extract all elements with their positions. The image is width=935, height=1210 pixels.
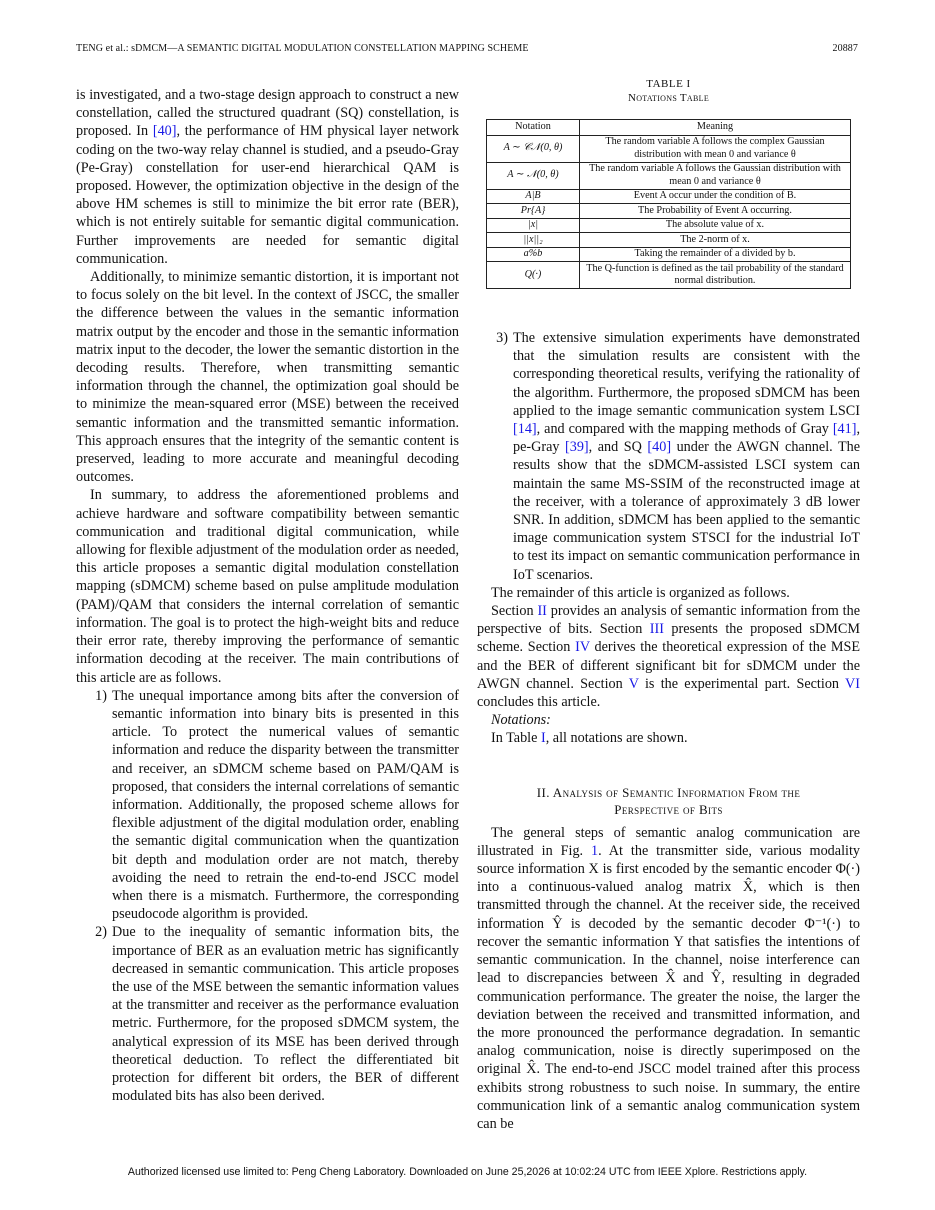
column-header-notation: Notation bbox=[487, 120, 580, 136]
meaning-cell: The 2-norm of x. bbox=[580, 233, 851, 248]
list-text-part: , pe-Gray bbox=[513, 421, 860, 456]
list-text-part: , and compared with the mapping methods of Gray bbox=[536, 421, 833, 438]
list-text-part: , and SQ bbox=[588, 439, 648, 456]
table-link-i[interactable]: I bbox=[540, 730, 546, 747]
table-caption-title: Notations Table bbox=[627, 92, 710, 104]
paragraph-text: , the performance of HM physical layer network coding on the two-way relay channel is studied, and a pseudo-Gray (Pe-Gray) constellation for user-end hierarchical QAM is proposed. However, the optimization objective in the design of the above HM schemes is still to minimize the bit error rate (BER), which is not entirely suitable for semantic digital communication. Further improvements are needed for semantic digital communication. bbox=[76, 123, 459, 267]
paragraph: Additionally, to minimize semantic distortion, it is important not to focus solely on the bit level. In the context of JSCC, the smaller the difference between the values in the semantic information matrix output by the encoder and those in the semantic information matrix input to the decoder, the lower the semantic distortion in the decoding results. Therefore, when transmitting semantic information through the channel, the optimization goal should be to minimize the mean-squared error (MSE) between the received semantic information and the transmitted semantic information. This approach ensures that the integrity of the semantic content is preserved, leading to more accurate and meaningful decoding outcomes. bbox=[76, 269, 459, 486]
left-column bbox=[76, 86, 459, 1105]
notations-label: Notations: bbox=[491, 712, 551, 729]
table-row bbox=[487, 189, 851, 204]
list-number: 2) bbox=[95, 924, 107, 941]
citation-link-39[interactable]: [39] bbox=[565, 439, 589, 456]
meaning-cell: The Q-function is defined as the tail probability of the standard normal distribution. bbox=[580, 262, 851, 289]
section-link-v[interactable]: V bbox=[628, 675, 639, 692]
citation-link-40[interactable]: [40] bbox=[152, 123, 177, 140]
paragraph bbox=[477, 602, 860, 711]
paragraph-text: , all notations are shown. bbox=[545, 730, 688, 747]
meaning-cell: The random variable A follows the Gaussian distribution with mean 0 and variance θ bbox=[580, 162, 851, 189]
paragraph-text: concludes this article. bbox=[477, 694, 601, 711]
page-number: 20887 bbox=[832, 43, 858, 54]
table-row bbox=[487, 233, 851, 248]
paragraph-text: derives the theoretical expression of the MSE and the BER of different significant bit for sDMCM under the AWGN channel. Section bbox=[477, 639, 861, 692]
section-link-iii[interactable]: III bbox=[649, 621, 664, 638]
contributions-list bbox=[76, 687, 459, 1106]
paragraph: In summary, to address the aforementioned problems and achieve hardware and software compatibility between semantic communication and traditional digital communication, while allowing for flexible adjustment of the modulation order as needed, this article proposes a semantic digital modulation constellation mapping (sDMCM) scheme based on pulse amplitude modulation (PAM)/QAM that considers the internal correlation of semantic information. The goal is to protect the high-weight bits and reduce their error rate, thereby improving the performance of semantic information decoding at the receiver. The main contributions of this article are as follows. bbox=[76, 487, 459, 686]
section-link-ii[interactable]: II bbox=[537, 603, 547, 620]
notations-table-block bbox=[486, 78, 851, 289]
table-row bbox=[487, 162, 851, 189]
section-link-vi[interactable]: VI bbox=[845, 675, 860, 692]
column-header-meaning: Meaning bbox=[580, 120, 851, 136]
list-number: 1) bbox=[95, 687, 107, 704]
notation-cell: Q(·) bbox=[487, 262, 580, 289]
meaning-cell: The random variable A follows the complex Gaussian distribution with mean 0 and variance θ bbox=[580, 135, 851, 162]
paragraph: The remainder of this article is organized as follows. bbox=[491, 584, 790, 601]
figure-link-1[interactable]: 1 bbox=[591, 842, 599, 859]
list-item bbox=[477, 329, 860, 584]
license-footer: Authorized licensed use limited to: Peng Cheng Laboratory. Downloaded on June 25,2026 at 10:02:24 UTC from IEEE Xplore. Restrictions apply. bbox=[127, 1166, 808, 1178]
paragraph bbox=[477, 824, 860, 1133]
paragraph-text: . At the transmitter side, various modality source information X is first encoded by the semantic encoder Φ(·) into a continuous-valued analog matrix X̂, which is then transmitted through the channel. At the receiver side, the received information Ŷ is decoded by the semantic decoder Φ⁻¹(·) to recover the semantic information Y that satisfies the intentions of semantic communication. In the channel, noise interference can lead to discrepancies between X̂ and Ŷ, resulting in degraded communication performance. The greater the noise, the larger the deviation between the received and transmitted information, and the more pronounced the performance degradation. In semantic analog communication, noise is directly superimposed on the original X̂. The end-to-end JSCC model trained after this process exhibits strong robustness to such noise. In summary, the entire communication link of a semantic analog communication system can be bbox=[477, 842, 860, 1132]
paragraph-text: presents the proposed sDMCM scheme. Section bbox=[477, 621, 860, 656]
notation-cell: |x| bbox=[487, 218, 580, 233]
citation-link-14[interactable]: [14] bbox=[513, 421, 537, 438]
paragraph-text: Section bbox=[491, 603, 538, 620]
citation-link-41[interactable]: [41] bbox=[832, 421, 857, 438]
right-column bbox=[477, 329, 860, 1133]
notation-cell: a%b bbox=[487, 247, 580, 262]
paragraph-text: provides an analysis of semantic information from the perspective of bits. Section bbox=[477, 603, 860, 638]
section-heading bbox=[477, 784, 860, 818]
list-item bbox=[76, 923, 459, 1105]
meaning-cell: Event A occur under the condition of B. bbox=[580, 189, 851, 204]
citation-link-40[interactable]: [40] bbox=[647, 439, 672, 456]
notation-cell: Pr{A} bbox=[487, 204, 580, 219]
list-number: 3) bbox=[496, 330, 508, 346]
paragraph-text: is investigated, and a two-stage design approach to construct a new constellation, called the structured quadrant (SQ) constellation, is proposed. In bbox=[76, 87, 459, 140]
meaning-cell: The Probability of Event A occurring. bbox=[580, 204, 851, 219]
notation-cell: ||x||₂ bbox=[487, 233, 580, 248]
list-text bbox=[513, 329, 860, 584]
table-row bbox=[487, 247, 851, 262]
section-heading-line: II. Analysis of Semantic Information From the bbox=[536, 784, 801, 800]
list-text: The unequal importance among bits after the conversion of semantic information into binary bits is presented in this article. To protect the numerical values of semantic information and reduce the disparity between the transmitter and receiver, an sDMCM scheme based on PAM/QAM is proposed, that considers the internal correlations of semantic information. Additionally, the proposed scheme allows for flexible adjustment of the digital modulation order, enabling the semantic digital communication when the quantization bit depth and modulation order are not match, thereby avoiding the need to retrain the end-to-end JSCC model when there is a mismatch. Furthermore, the corresponding pseudocode algorithm is provided. bbox=[112, 687, 459, 923]
list-text-part: under the AWGN channel. The results show that the sDMCM-assisted LSCI system can maintain the same MS-SSIM of the reconstructed image at the receiver, with a tolerance of approximately 3 dB lower SNR. In addition, sDMCM has been applied to the semantic image communication system STSCI for the industrial IoT to test its impact on semantic communication performance in IoT scenarios. bbox=[513, 439, 861, 583]
list-text: Due to the inequality of semantic information bits, the importance of BER as an evaluation metric has significantly decreased in semantic communication. This article proposes the use of the MSE between the semantic information values at the transmitter and receiver as the performance evaluation metric. Furthermore, for the proposed sDMCM system, the analytical expression of its MSE has been derived through theoretical deduction. To reflect the differentiated bit protection for different bit orders, the BER of different modulated bits has also been derived. bbox=[112, 924, 459, 1105]
paragraph-text: The general steps of semantic analog communication are illustrated in Fig. bbox=[477, 824, 860, 859]
table-row bbox=[487, 135, 851, 162]
meaning-cell: The absolute value of x. bbox=[580, 218, 851, 233]
table-header-row bbox=[487, 120, 851, 136]
table-row bbox=[487, 218, 851, 233]
paragraph-text: is the experimental part. Section bbox=[638, 675, 846, 692]
table-row bbox=[487, 204, 851, 219]
section-link-iv[interactable]: IV bbox=[575, 639, 590, 656]
table-caption-number: TABLE I bbox=[646, 78, 691, 90]
paragraph bbox=[477, 729, 860, 747]
notation-cell: A ∼ 𝒞𝒩(0, θ) bbox=[487, 135, 580, 162]
notations-table bbox=[486, 119, 851, 289]
list-text-part: The extensive simulation experiments have demonstrated that the simulation results are consistent with the corresponding theoretical results, verifying the rationality of the algorithm. Furthermore, the proposed sDMCM has been applied to the image semantic communication system LSCI bbox=[513, 330, 860, 419]
running-header-title: TENG et al.: sDMCM—A SEMANTIC DIGITAL MODULATION CONSTELLATION MAPPING SCHEME bbox=[76, 43, 529, 54]
paragraph-text: In Table bbox=[491, 730, 541, 747]
table-row bbox=[487, 262, 851, 289]
paragraph bbox=[76, 86, 459, 268]
meaning-cell: Taking the remainder of a divided by b. bbox=[580, 247, 851, 262]
notation-cell: A ∼ 𝒩(0, θ) bbox=[487, 162, 580, 189]
notation-cell: A|B bbox=[487, 189, 580, 204]
section-heading-line: Perspective of Bits bbox=[614, 801, 723, 817]
list-item bbox=[76, 687, 459, 924]
contributions-list-continued bbox=[477, 329, 860, 584]
